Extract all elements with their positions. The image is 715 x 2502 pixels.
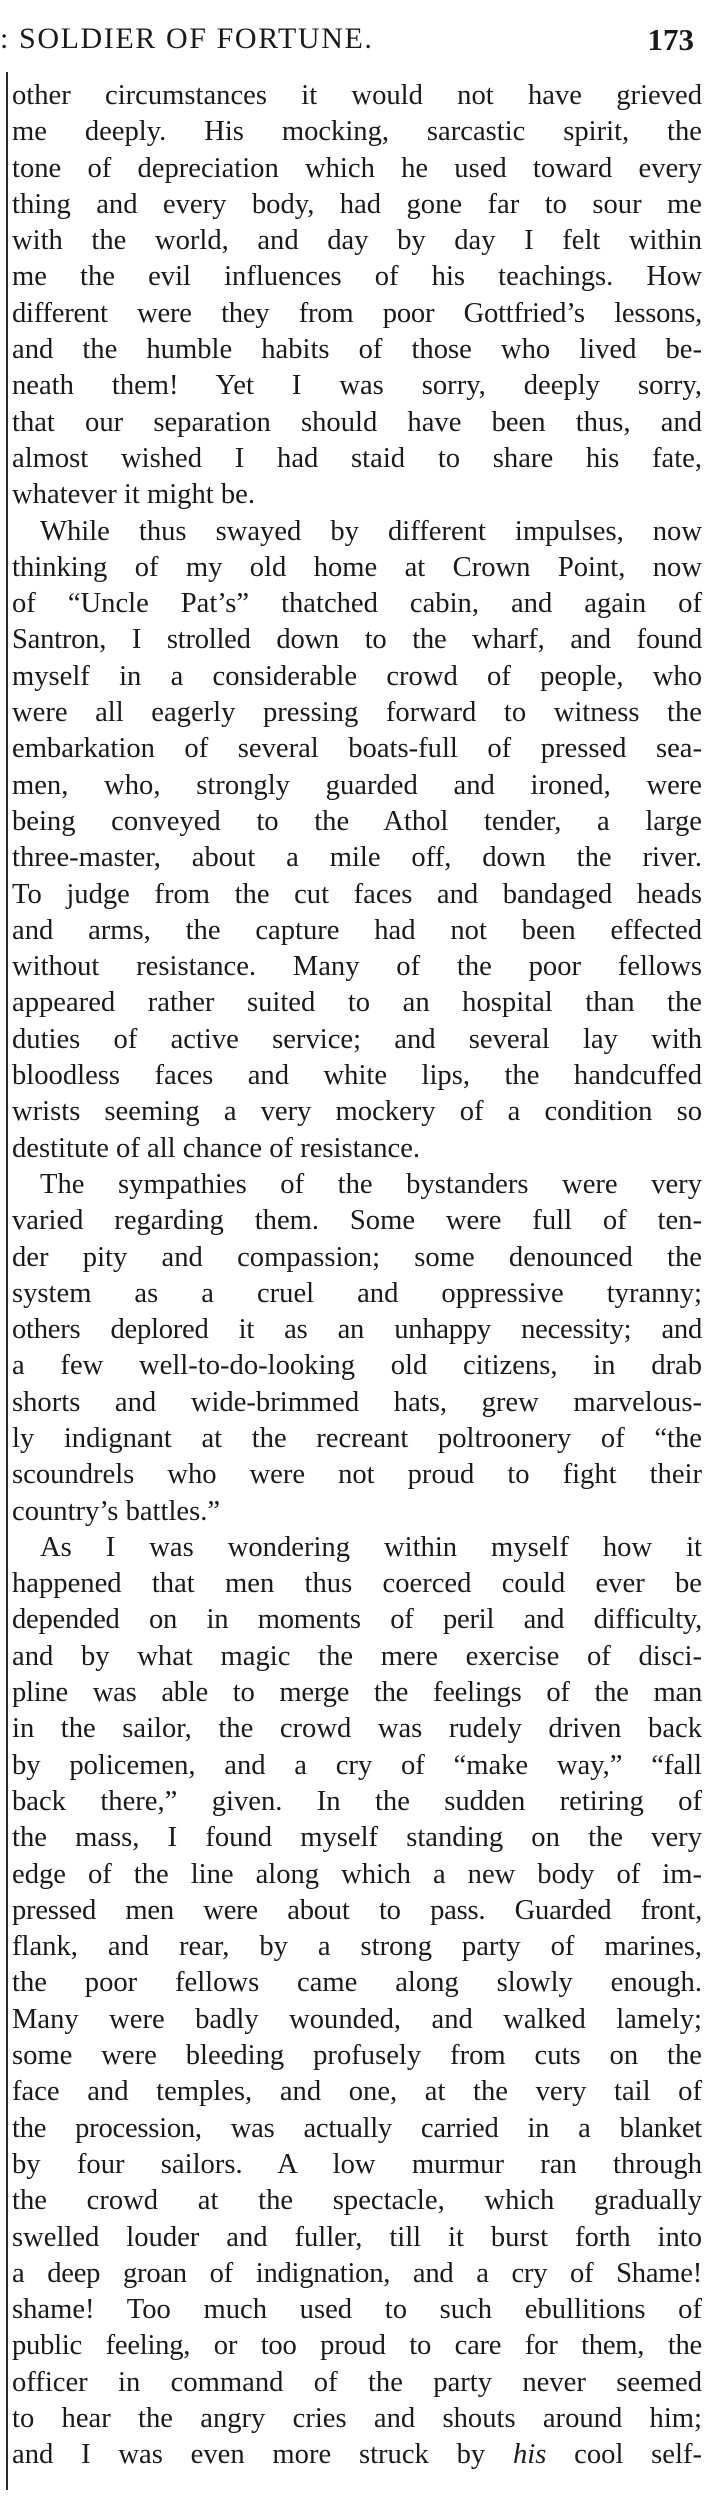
text-line: shorts and wide-brimmed hats, grew marvelous- bbox=[12, 1386, 702, 1418]
emphasized-word: his bbox=[513, 2439, 547, 2471]
text-line: wrists seeming a very mockery of a condition so bbox=[12, 1096, 702, 1128]
text-line: duties of active service; and several lay with bbox=[12, 1023, 702, 1055]
final-line-lead: and I was even more struck by bbox=[12, 2439, 513, 2471]
text-line: neath them! Yet I was sorry, deeply sorry, bbox=[12, 370, 702, 402]
text-line: swelled louder and fuller, till it burst forth into bbox=[12, 2221, 702, 2253]
text-line: pline was able to merge the feelings of the man bbox=[12, 1677, 702, 1709]
text-line: edge of the line along which a new body of im- bbox=[12, 1858, 702, 1890]
text-line: and by what magic the mere exercise of disci- bbox=[12, 1640, 702, 1672]
text-line: embarkation of several boats-full of pressed sea- bbox=[12, 733, 702, 765]
text-line: tone of depreciation which he used toward every bbox=[12, 152, 702, 184]
text-line: public feeling, or too proud to care for them, the bbox=[12, 2330, 702, 2362]
text-line: a few well-to-do-looking old citizens, in drab bbox=[12, 1350, 702, 1382]
text-line: the mass, I found myself standing on the very bbox=[12, 1822, 702, 1854]
text-line: depended on in moments of peril and difficulty, bbox=[12, 1604, 702, 1636]
text-line: myself in a considerable crowd of people, who bbox=[12, 660, 702, 692]
text-line: others deplored it as an unhappy necessity; and bbox=[12, 1314, 702, 1346]
text-line: being conveyed to the Athol tender, a large bbox=[12, 805, 702, 837]
text-line: the poor fellows came along slowly enough. bbox=[12, 1967, 702, 1999]
text-line: of “Uncle Pat’s” thatched cabin, and again of bbox=[12, 588, 702, 620]
body-text bbox=[12, 78, 702, 2474]
text-line: and the humble habits of those who lived be- bbox=[12, 334, 702, 366]
paragraph-start: The sympathies of the bystanders were very bbox=[40, 1168, 702, 1200]
paragraph-start: As I was wondering within myself how it bbox=[40, 1531, 702, 1563]
text-line: and arms, the capture had not been effected bbox=[12, 914, 702, 946]
page-number: 173 bbox=[647, 22, 694, 57]
text-line: that our separation should have been thus, and bbox=[12, 406, 702, 438]
text-line: with the world, and day by day I felt within bbox=[12, 225, 702, 257]
text-line: the crowd at the spectacle, which gradually bbox=[12, 2185, 702, 2217]
text-line: to hear the angry cries and shouts around him; bbox=[12, 2403, 702, 2434]
running-title: : SOLDIER OF FORTUNE. bbox=[0, 22, 374, 55]
text-line: varied regarding them. Some were full of ten- bbox=[12, 1205, 702, 1237]
text-line: ly indignant at the recreant poltroonery of “the bbox=[12, 1422, 702, 1454]
text-line: the procession, was actually carried in a blanket bbox=[12, 2112, 702, 2144]
text-line: Many were badly wounded, and walked lamely; bbox=[12, 2003, 702, 2035]
text-line: different were they from poor Gottfried’s lessons, bbox=[12, 297, 702, 329]
text-line: To judge from the cut faces and bandaged heads bbox=[12, 878, 702, 910]
text-line: in the sailor, the crowd was rudely driven back bbox=[12, 1713, 702, 1745]
text-line: scoundrels who were not proud to fight their bbox=[12, 1459, 702, 1491]
final-text-line bbox=[12, 2437, 702, 2473]
text-line: shame! Too much used to such ebullitions of bbox=[12, 2294, 702, 2326]
text-line: by four sailors. A low murmur ran through bbox=[12, 2148, 702, 2180]
text-line: me the evil influences of his teachings. How bbox=[12, 261, 702, 293]
text-line: country’s battles.” bbox=[12, 1495, 221, 1527]
text-line: almost wished I had staid to share his fate, bbox=[12, 442, 702, 474]
text-line: appeared rather suited to an hospital than the bbox=[12, 987, 702, 1019]
final-line-tail: cool self- bbox=[546, 2439, 702, 2471]
text-line: other circumstances it would not have grieved bbox=[12, 80, 702, 111]
text-line: Santron, I strolled down to the wharf, and found bbox=[12, 624, 702, 656]
text-line: flank, and rear, by a strong party of marines, bbox=[12, 1931, 702, 1963]
text-line: happened that men thus coerced could ever be bbox=[12, 1568, 702, 1600]
text-line: whatever it might be. bbox=[12, 479, 255, 511]
text-line: by policemen, and a cry of “make way,” “fall bbox=[12, 1749, 702, 1781]
running-header bbox=[0, 22, 700, 62]
text-line: thinking of my old home at Crown Point, now bbox=[12, 551, 702, 583]
text-line: bloodless faces and white lips, the handcuffed bbox=[12, 1060, 702, 1092]
text-line: destitute of all chance of resistance. bbox=[12, 1132, 421, 1164]
text-line: without resistance. Many of the poor fellows bbox=[12, 951, 702, 983]
text-line: men, who, strongly guarded and ironed, were bbox=[12, 769, 702, 801]
column-rule bbox=[6, 72, 8, 2490]
text-line: a deep groan of indignation, and a cry of Shame! bbox=[12, 2257, 702, 2289]
text-line: officer in command of the party never seemed bbox=[12, 2366, 702, 2398]
text-line: three-master, about a mile off, down the river. bbox=[12, 842, 702, 874]
text-line: der pity and compassion; some denounced the bbox=[12, 1241, 702, 1273]
text-line: pressed men were about to pass. Guarded front, bbox=[12, 1894, 702, 1926]
text-line: back there,” given. In the sudden retiring of bbox=[12, 1785, 702, 1817]
paragraph-start: While thus swayed by different impulses, now bbox=[40, 515, 702, 547]
text-line: face and temples, and one, at the very tail of bbox=[12, 2076, 702, 2108]
text-line: some were bleeding profusely from cuts on the bbox=[12, 2040, 702, 2072]
text-line: system as a cruel and oppressive tyranny; bbox=[12, 1277, 702, 1309]
text-line: were all eagerly pressing forward to witness the bbox=[12, 697, 702, 729]
text-line: thing and every body, had gone far to sour me bbox=[12, 188, 702, 220]
text-line: me deeply. His mocking, sarcastic spirit, the bbox=[12, 116, 702, 148]
